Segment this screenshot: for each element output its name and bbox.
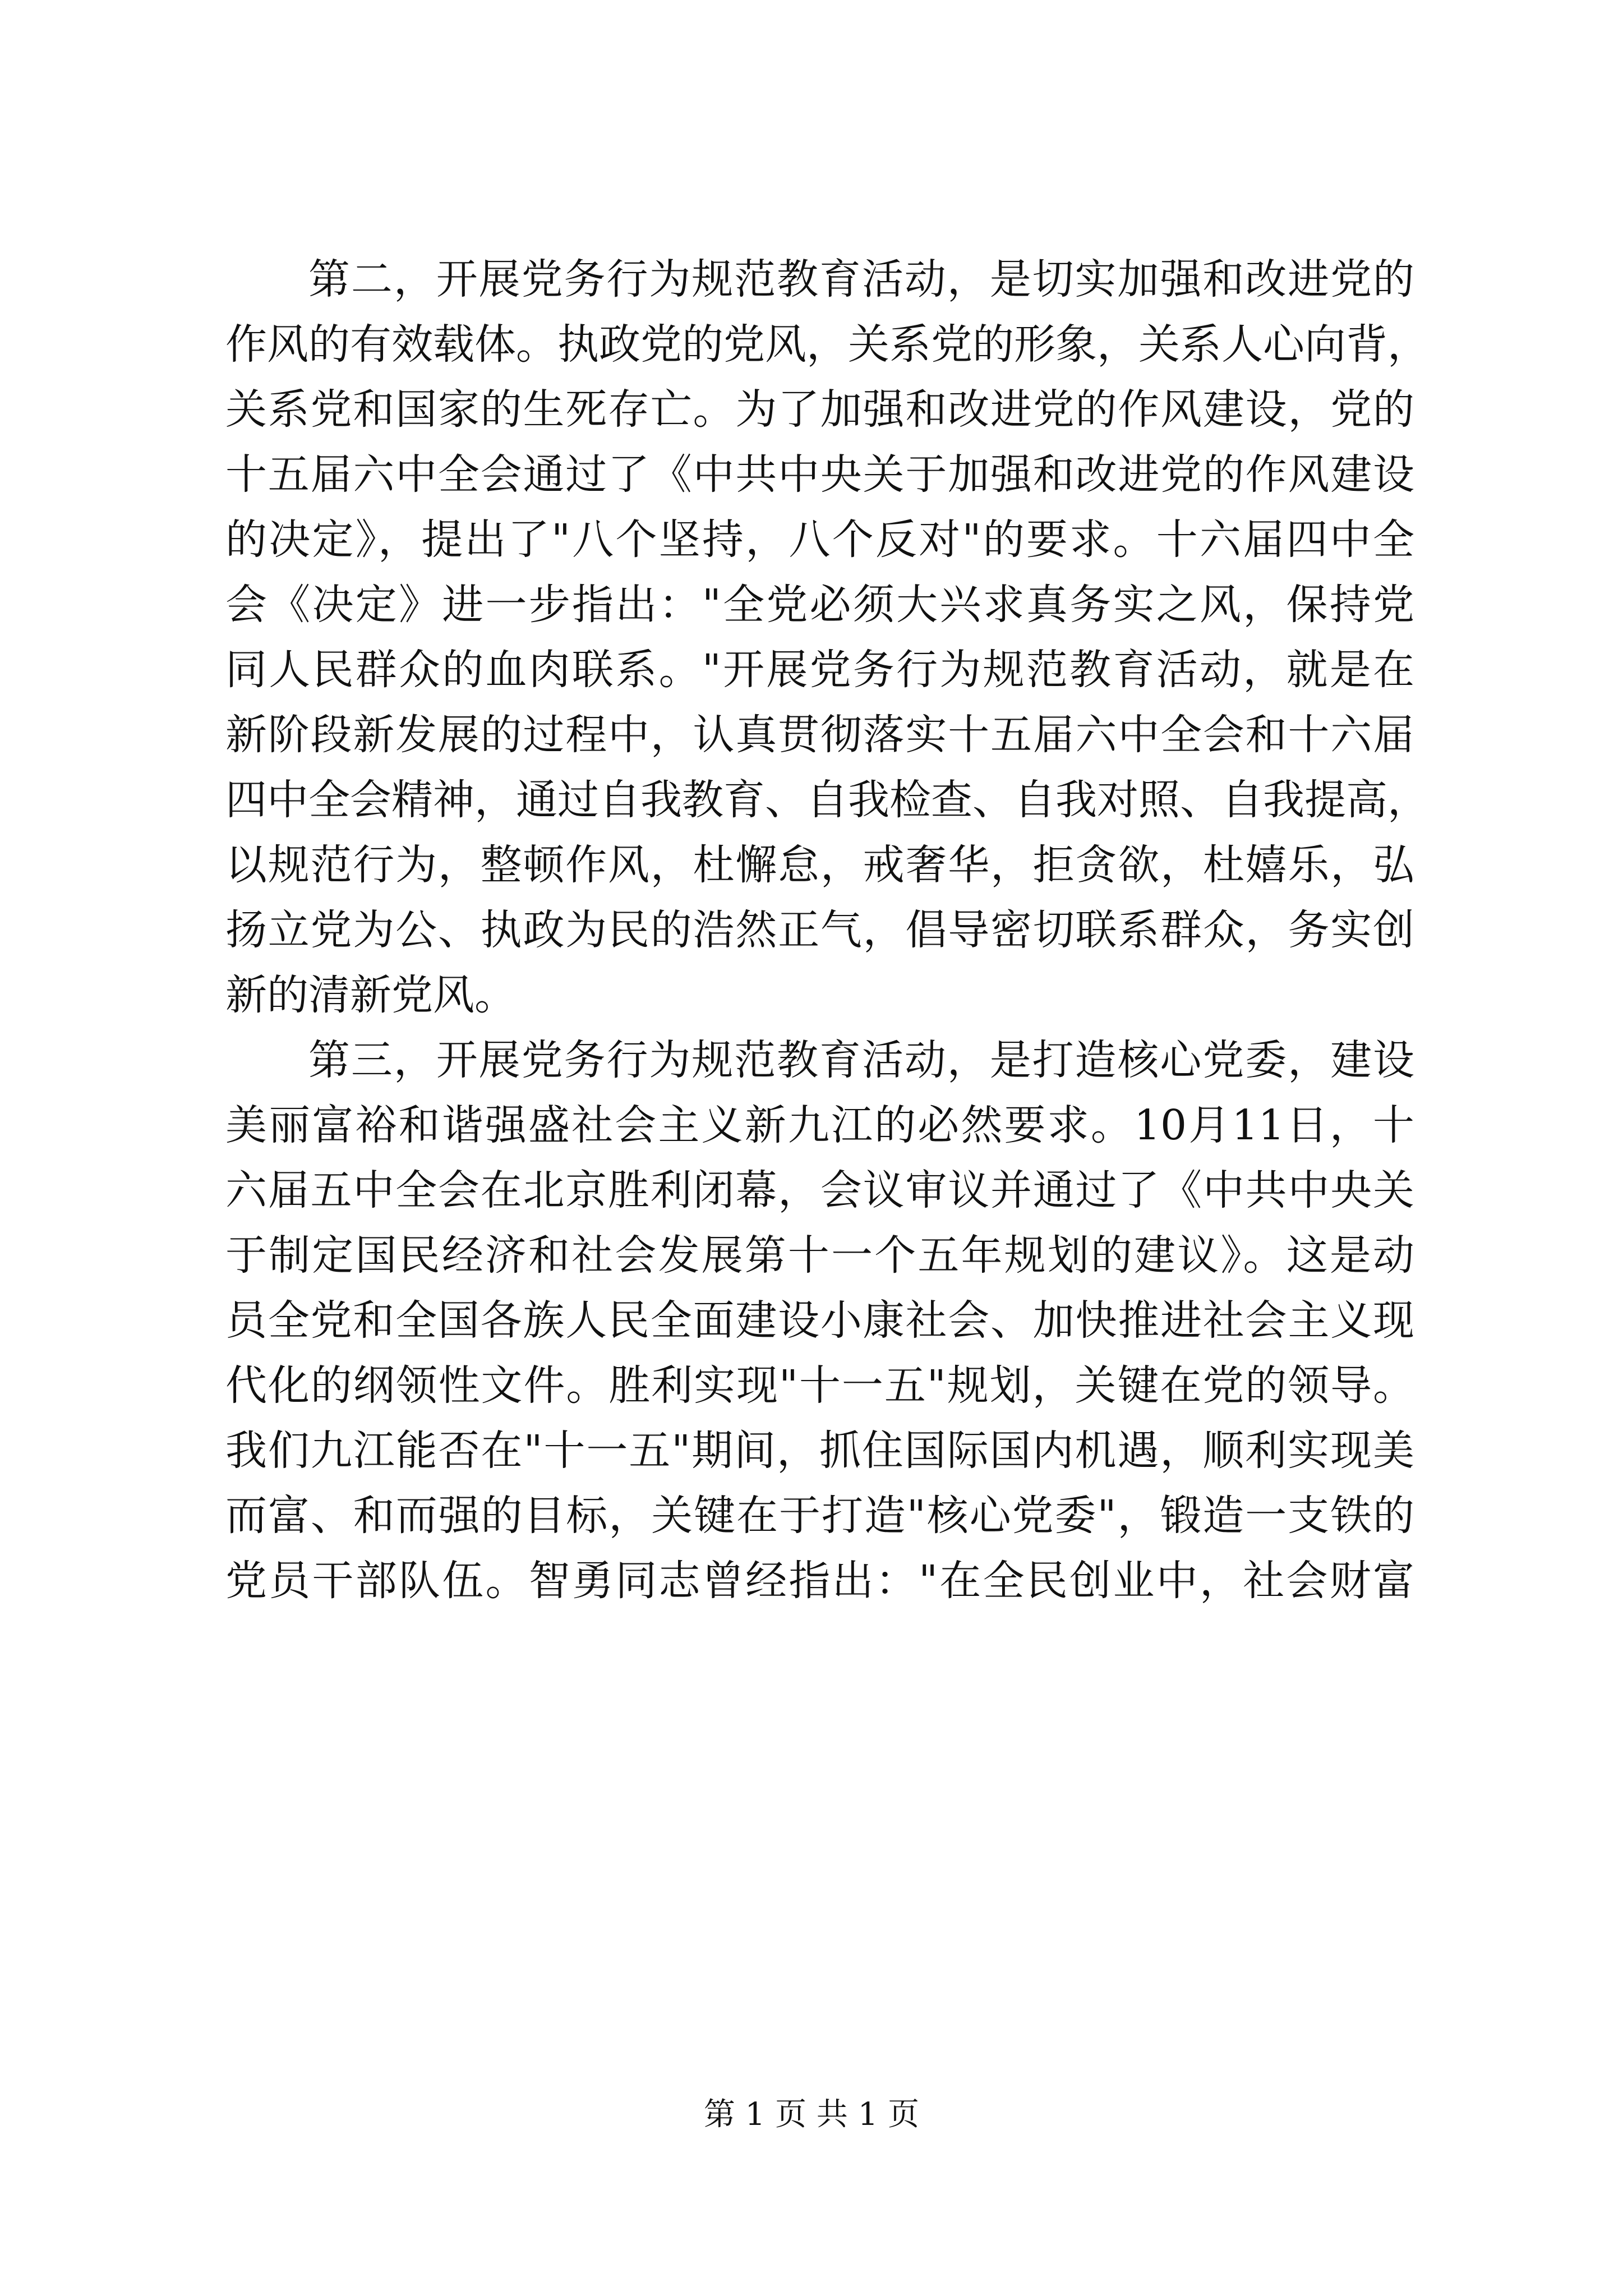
body-text <box>225 247 1429 1613</box>
page-footer: 第 1 页 共 1 页 <box>703 2096 920 2133</box>
paragraph-3-line-2: 美丽富裕和谐强盛社会主义新九江的必然要求。10月11日，十 <box>225 1101 1414 1149</box>
paragraph-2-line-12: 新的清新党风。 <box>225 971 516 1019</box>
paragraph-2-line-1: 第二，开展党务行为规范教育活动，是切实加强和改进党的 <box>308 255 1414 303</box>
paragraph-3-line-9: 党员干部队伍。智勇同志曾经指出："在全民创业中，社会财富 <box>225 1557 1414 1605</box>
paragraph-2-line-6: 会《决定》进一步指出："全党必须大兴求真务实之风，保持党 <box>225 581 1414 629</box>
paragraph-2-line-10: 以规范行为，整顿作风，杜懈怠，戒奢华，拒贪欲，杜嬉乐，弘 <box>225 841 1414 889</box>
paragraph-3-line-5: 员全党和全国各族人民全面建设小康社会、加快推进社会主义现 <box>225 1296 1414 1345</box>
paragraph-2-line-9: 四中全会精神，通过自我教育、自我检查、自我对照、自我提高， <box>225 776 1429 824</box>
paragraph-3-line-8: 而富、和而强的目标，关键在于打造"核心党委"，锻造一支铁的 <box>225 1492 1414 1540</box>
paragraph-3-line-4: 于制定国民经济和社会发展第十一个五年规划的建议》。这是动 <box>225 1231 1414 1280</box>
paragraph-2-line-11: 扬立党为公、执政为民的浩然正气，倡导密切联系群众，务实创 <box>225 906 1414 954</box>
paragraph-3-line-6: 代化的纲领性文件。胜利实现"十一五"规划，关键在党的领导。 <box>225 1361 1414 1410</box>
paragraph-2-line-5: 的决定》，提出了"八个坚持，八个反对"的要求。十六届四中全 <box>225 516 1414 564</box>
paragraph-2-line-7: 同人民群众的血肉联系。"开展党务行为规范教育活动，就是在 <box>225 646 1414 694</box>
paragraph-3-line-7: 我们九江能否在"十一五"期间，抓住国际国内机遇，顺利实现美 <box>225 1427 1414 1475</box>
paragraph-2-line-8: 新阶段新发展的过程中，认真贯彻落实十五届六中全会和十六届 <box>225 711 1414 759</box>
paragraph-3-line-3: 六届五中全会在北京胜利闭幕，会议审议并通过了《中共中央关 <box>225 1166 1414 1214</box>
paragraph-2-line-2: 作风的有效载体。执政党的党风，关系党的形象，关系人心向背， <box>225 320 1429 369</box>
paragraph-3-line-1: 第三，开展党务行为规范教育活动，是打造核心党委，建设 <box>308 1036 1414 1084</box>
paragraph-2-line-4: 十五届六中全会通过了《中共中央关于加强和改进党的作风建设 <box>225 450 1414 499</box>
paragraph-2-line-3: 关系党和国家的生死存亡。为了加强和改进党的作风建设，党的 <box>225 385 1414 434</box>
